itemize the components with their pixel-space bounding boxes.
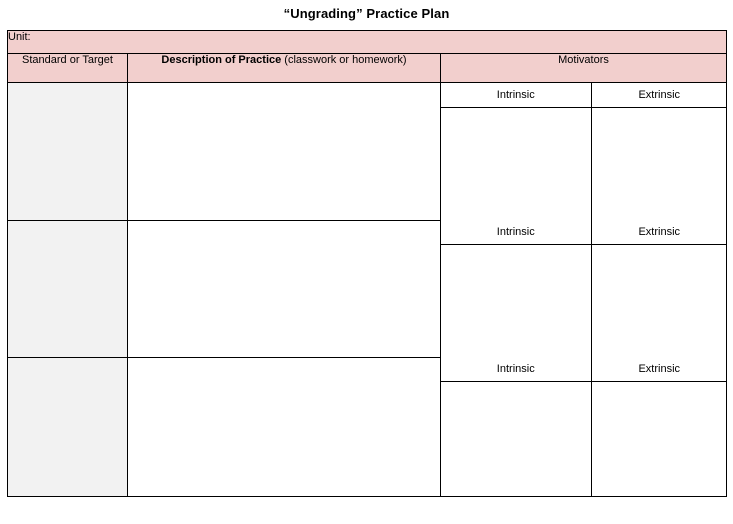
extrinsic-cell[interactable] [591, 382, 727, 497]
description-cell[interactable] [128, 83, 441, 221]
header-description-bold: Description of Practice [161, 54, 282, 66]
extrinsic-cell[interactable] [591, 108, 727, 221]
motivators-subheader-row [441, 83, 727, 108]
unit-label-cell[interactable]: Unit: [8, 31, 727, 54]
motivators-cell [441, 83, 727, 221]
extrinsic-cell[interactable] [591, 245, 727, 358]
standard-cell[interactable] [8, 357, 128, 497]
header-description-of-practice [128, 54, 441, 83]
ungrading-practice-plan-table [7, 30, 727, 497]
intrinsic-cell[interactable] [441, 108, 591, 221]
motivators-body-row [441, 108, 727, 221]
intrinsic-cell[interactable] [441, 245, 591, 358]
motivators-subtable [441, 220, 727, 357]
subheader-intrinsic: Intrinsic [441, 357, 591, 382]
subheader-extrinsic: Extrinsic [591, 220, 727, 245]
header-standard-or-target: Standard or Target [8, 54, 128, 83]
description-cell[interactable] [128, 220, 441, 357]
motivators-body-row [441, 382, 727, 497]
table-row [8, 83, 727, 221]
subheader-intrinsic: Intrinsic [441, 220, 591, 245]
motivators-subtable [441, 83, 727, 220]
subheader-extrinsic: Extrinsic [591, 83, 727, 108]
standard-cell[interactable] [8, 83, 128, 221]
table-row [8, 220, 727, 357]
motivators-subheader-row [441, 220, 727, 245]
header-description-note: (classwork or homework) [281, 54, 407, 66]
motivators-cell [441, 220, 727, 357]
column-header-row [8, 54, 727, 83]
unit-row [8, 31, 727, 54]
motivators-cell [441, 357, 727, 497]
motivators-body-row [441, 245, 727, 358]
standard-cell[interactable] [8, 220, 128, 357]
subheader-extrinsic: Extrinsic [591, 357, 727, 382]
motivators-subtable [441, 357, 727, 496]
header-motivators: Motivators [441, 54, 727, 83]
table-row [8, 357, 727, 497]
intrinsic-cell[interactable] [441, 382, 591, 497]
description-cell[interactable] [128, 357, 441, 497]
page-title: “Ungrading” Practice Plan [283, 6, 450, 21]
motivators-subheader-row [441, 357, 727, 382]
subheader-intrinsic: Intrinsic [441, 83, 591, 108]
